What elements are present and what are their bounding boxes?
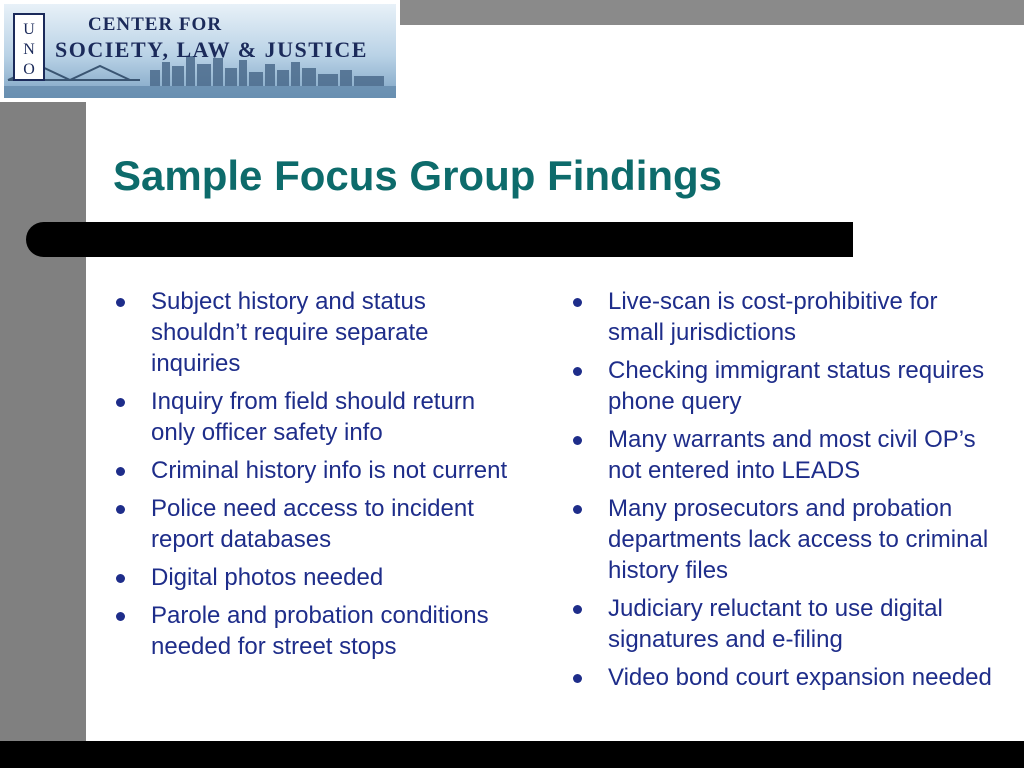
logo-line-2: SOCIETY, LAW & JUSTICE [55, 37, 368, 62]
bullet-text: Judiciary reluctant to use digital signatures and e-filing [608, 595, 943, 653]
bullet-text: Police need access to incident report databases [151, 495, 474, 553]
list-item [570, 593, 1000, 655]
list-item [113, 493, 523, 555]
svg-text:O: O [23, 61, 35, 78]
logo-line-1: CENTER FOR [88, 14, 223, 35]
bullet-text: Parole and probation conditions needed for street stops [151, 602, 489, 660]
svg-text:N: N [23, 41, 35, 58]
left-side-bar [0, 25, 86, 741]
center-logo [0, 0, 400, 102]
bullet-text: Many warrants and most civil OP’s not entered into LEADS [608, 426, 976, 484]
bullet-text: Subject history and status shouldn’t require separate inquiries [151, 288, 429, 377]
title-underline-bar [26, 222, 853, 257]
bullet-icon [573, 436, 582, 445]
bullet-icon [116, 467, 125, 476]
bullet-text: Video bond court expansion needed [608, 664, 992, 691]
bullet-icon [573, 367, 582, 376]
list-item [570, 662, 1000, 693]
list-item [570, 493, 1000, 586]
bullet-icon [116, 574, 125, 583]
list-item [570, 355, 1000, 417]
slide-title: Sample Focus Group Findings [113, 152, 723, 199]
bullet-icon [573, 298, 582, 307]
bullet-icon [116, 398, 125, 407]
list-item [113, 455, 523, 486]
bullet-text: Inquiry from field should return only officer safety info [151, 388, 476, 446]
bullet-icon [573, 674, 582, 683]
bullet-text: Many prosecutors and probation departments lack access to criminal history files [608, 495, 989, 584]
bullet-icon [116, 298, 125, 307]
bullet-text: Criminal history info is not current [151, 457, 508, 484]
list-item [113, 386, 523, 448]
list-item [570, 424, 1000, 486]
bullet-icon [573, 505, 582, 514]
right-bullet-list [570, 286, 1000, 700]
list-item [570, 286, 1000, 348]
bullet-text: Digital photos needed [151, 564, 384, 591]
bullet-text: Live-scan is cost-prohibitive for small jurisdictions [608, 288, 938, 346]
uno-emblem-icon [14, 14, 44, 80]
svg-text:U: U [23, 21, 35, 38]
bullet-icon [116, 612, 125, 621]
list-item [113, 286, 523, 379]
bullet-icon [116, 505, 125, 514]
list-item [113, 600, 523, 662]
bullet-text: Checking immigrant status requires phone query [608, 357, 985, 415]
bullet-icon [573, 605, 582, 614]
bottom-bar [0, 741, 1024, 768]
left-bullet-list [113, 286, 523, 669]
list-item [113, 562, 523, 593]
